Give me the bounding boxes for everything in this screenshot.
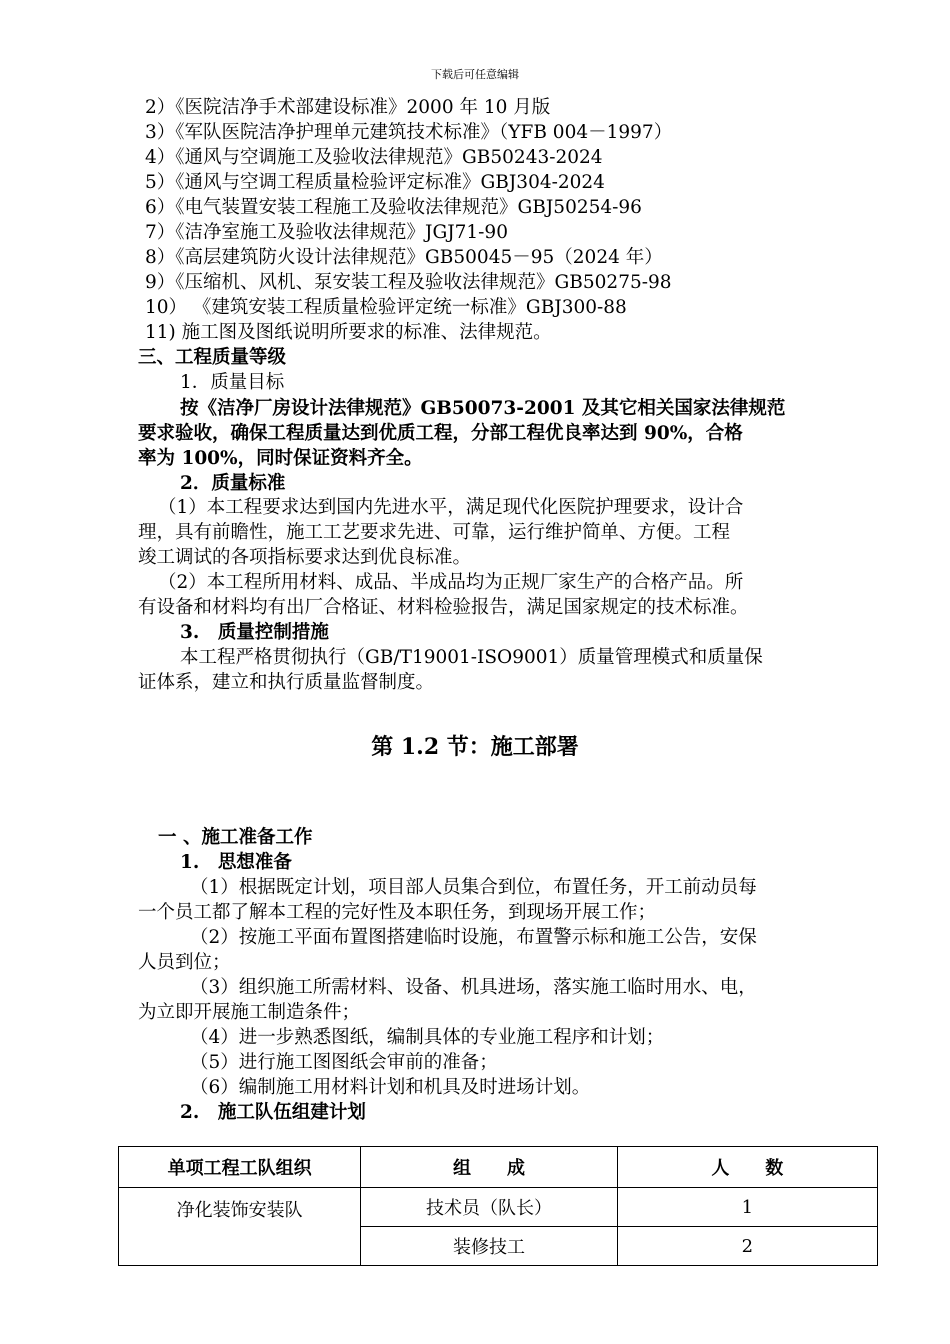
standard-item: 4）《通风与空调施工及验收法律规范》GB50243-2024 [145, 147, 603, 168]
table-cell: 1 [617, 1188, 877, 1227]
page-header: 下载后可任意编辑 [431, 68, 519, 81]
table-header-cell: 人 数 [617, 1147, 877, 1188]
table-header-row [119, 1147, 878, 1188]
table-cell: 装修技工 [361, 1227, 617, 1266]
prep-mind-text: （2）按施工平面布置图搭建临时设施，布置警示标和施工公告，安保 [190, 927, 757, 948]
quality-standard-title: 2．质量标准 [180, 473, 286, 494]
table-row [119, 1188, 878, 1227]
quality-section-title: 三、工程质量等级 [138, 347, 287, 368]
quality-target-text: 要求验收，确保工程质量达到优质工程，分部工程优良率达到 90%，合格 [138, 423, 743, 444]
prep-mind-text: 人员到位； [138, 952, 231, 973]
table-cell: 技术员（队长） [361, 1188, 617, 1227]
standard-item: 6）《电气装置安装工程施工及验收法律规范》GBJ50254-96 [145, 197, 642, 218]
section-heading: 第 1.2 节：施工部署 [371, 734, 579, 760]
standard-item: 8）《高层建筑防火设计法律规范》GB50045－95（2024 年） [145, 247, 663, 268]
prep-mind-text: （5）进行施工图图纸会审前的准备； [190, 1052, 498, 1073]
quality-standard-text: （1）本工程要求达到国内先进水平，满足现代化医院护理要求，设计合 [158, 497, 744, 518]
quality-target-text: 按《洁净厂房设计法律规范》GB50073-2001 及其它相关国家法律规范 [180, 398, 786, 419]
prep-mind-text: 为立即开展施工制造条件； [138, 1002, 361, 1023]
prep-mind-title: 1. 思想准备 [180, 852, 292, 873]
table-header-cell: 组 成 [361, 1147, 617, 1188]
prep-title: 一 、施工准备工作 [158, 827, 313, 848]
standard-item: 11) 施工图及图纸说明所要求的标准、法律规范。 [145, 322, 552, 343]
quality-target-title: 1．质量目标 [180, 372, 285, 393]
prep-mind-text: （3）组织施工所需材料、设备、机具进场，落实施工临时用水、电， [190, 977, 757, 998]
quality-control-title: 3. 质量控制措施 [180, 622, 329, 643]
quality-target-text: 率为 100%，同时保证资料齐全。 [138, 448, 423, 469]
standard-item: 9）《压缩机、风机、泵安装工程及验收法律规范》GB50275-98 [145, 272, 672, 293]
quality-control-text: 证体系，建立和执行质量监督制度。 [138, 672, 435, 693]
standard-item: 3）《军队医院洁净护理单元建筑技术标准》（YFB 004－1997） [145, 122, 673, 143]
standard-item: 2）《医院洁净手术部建设标准》2000 年 10 月版 [145, 97, 551, 118]
prep-mind-text: 一个员工都了解本工程的完好性及本职任务，到现场开展工作； [138, 902, 657, 923]
prep-mind-text: （1）根据既定计划，项目部人员集合到位，布置任务，开工前动员每 [190, 877, 757, 898]
standard-item: 7）《洁净室施工及验收法律规范》JGJ71-90 [145, 222, 508, 243]
standard-item: 5）《通风与空调工程质量检验评定标准》GBJ304-2024 [145, 172, 605, 193]
standard-item: 10） 《建筑安装工程质量检验评定统一标准》GBJ300-88 [145, 297, 627, 318]
quality-standard-text: （2）本工程所用材料、成品、半成品均为正规厂家生产的合格产品。所 [158, 572, 744, 593]
prep-team-title: 2. 施工队伍组建计划 [180, 1102, 366, 1123]
prep-mind-text: （6）编制施工用材料计划和机具及时进场计划。 [190, 1077, 591, 1098]
prep-mind-text: （4）进一步熟悉图纸，编制具体的专业施工程序和计划； [190, 1027, 665, 1048]
table-cell: 2 [617, 1227, 877, 1266]
quality-standard-text: 竣工调试的各项指标要求达到优良标准。 [138, 547, 472, 568]
table-header-cell: 单项工程工队组织 [119, 1147, 361, 1188]
quality-control-text: 本工程严格贯彻执行（GB/T19001-ISO9001）质量管理模式和质量保 [180, 647, 763, 668]
quality-standard-text: 理，具有前瞻性，施工工艺要求先进、可靠，运行维护简单、方便。工程 [138, 522, 731, 543]
team-name-cell: 净化装饰安装队 [119, 1188, 361, 1266]
quality-standard-text: 有设备和材料均有出厂合格证、材料检验报告，满足国家规定的技术标准。 [138, 597, 749, 618]
team-table [118, 1146, 878, 1266]
